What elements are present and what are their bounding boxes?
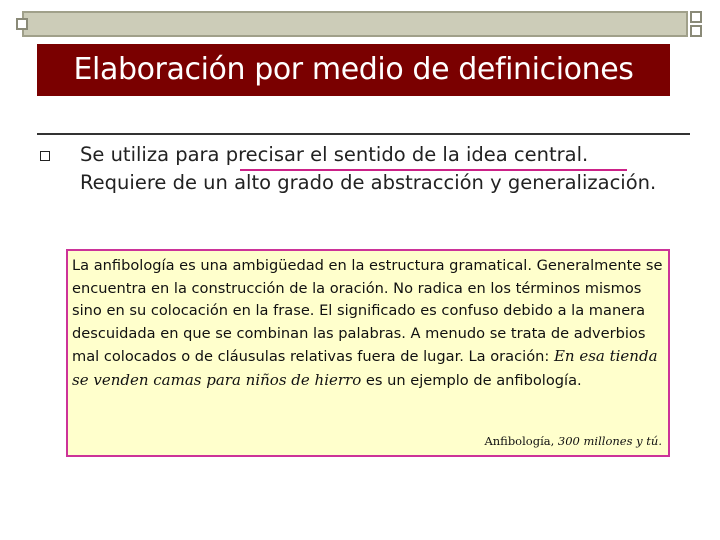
top-decorative-bar [22, 11, 688, 37]
example-sentence: En esa tienda se venden camas para niños de hierro [72, 347, 658, 389]
definition-text [72, 255, 668, 392]
underline-highlight [240, 169, 627, 171]
caption-italic: 300 millones y tú. [557, 434, 662, 448]
bullet-square-icon [40, 151, 50, 161]
corner-square-right-top [690, 11, 702, 23]
slide-title: Elaboración por medio de definiciones [73, 52, 634, 87]
title-divider [37, 133, 690, 135]
bullet-text-pre: Se utiliza para [80, 143, 226, 166]
corner-square-right-bottom [690, 25, 702, 37]
definition-body: La anfibología es una ambigüedad en la estructura gramatical. Generalmente se encuentra en la construcción de la oración. No radica en los términos mismos sino en su colocación en la frase. El significado es confuso debido a la manera descuidada en que se combinan las palabras. A menudo se trata de adverbios mal colocados o de cláusulas relativas fuera de lugar. La oración: [72, 257, 663, 365]
corner-square-left [16, 18, 28, 30]
bullet-text-underlined: precisar el sentido de la idea central [225, 143, 583, 166]
definition-after: es un ejemplo de anfibología. [361, 371, 582, 389]
bullet-text-post: . Requiere de un alto grado de abstracción y generalización. [80, 143, 657, 194]
caption-pre: Anfibología, [484, 434, 558, 448]
source-caption [400, 434, 662, 448]
